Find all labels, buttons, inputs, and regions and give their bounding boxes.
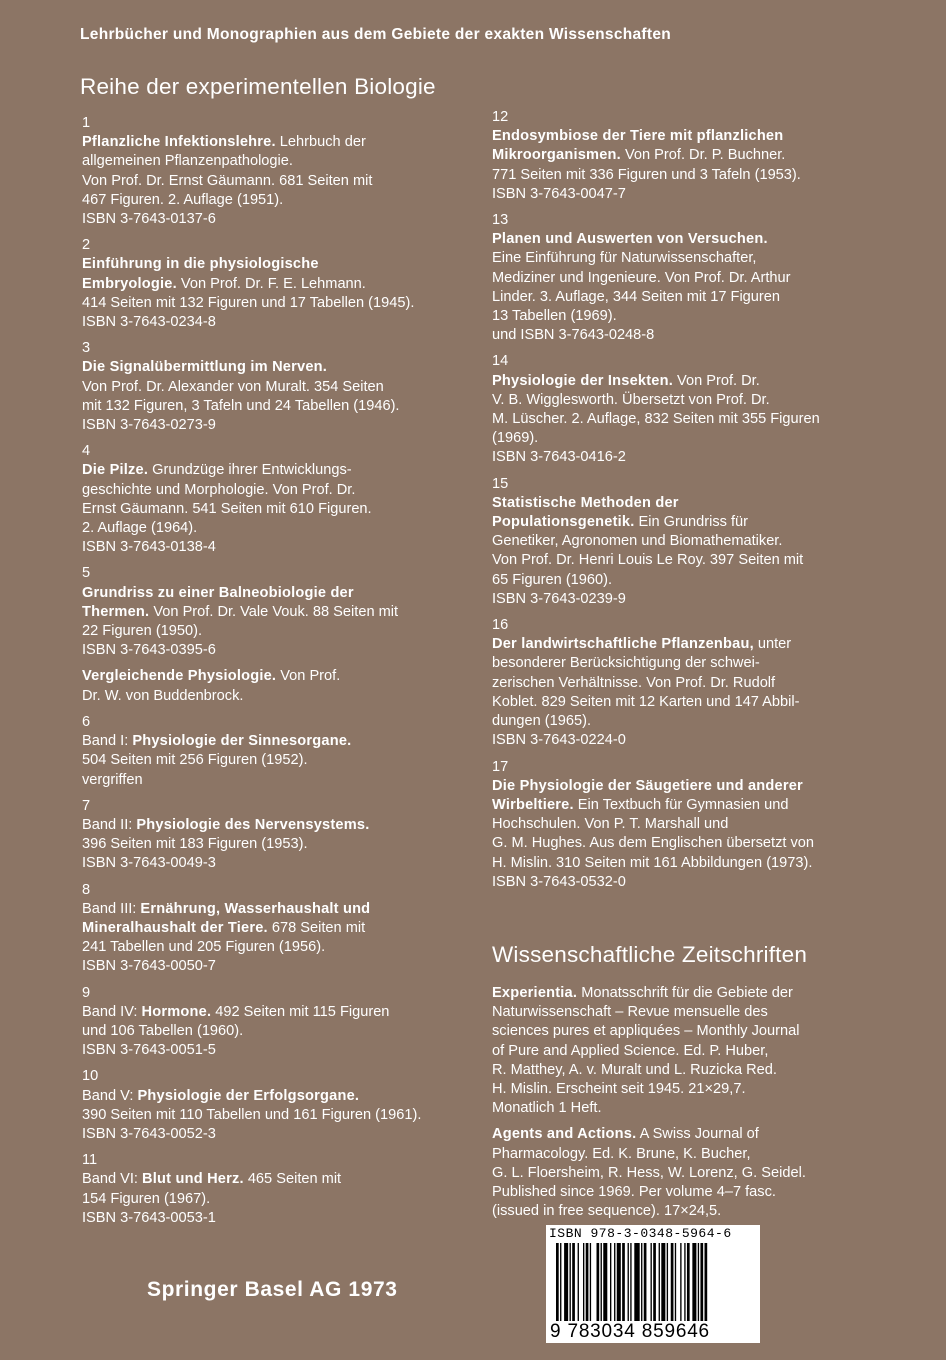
entry-line xyxy=(492,185,892,204)
barcode-bar xyxy=(560,1243,561,1321)
entry-line xyxy=(82,1087,482,1106)
entry-line xyxy=(492,815,892,834)
entry-title-text: Die Physiologie der Säugetiere und anderer xyxy=(492,777,803,794)
entry-title-text: Physiologie der Sinnesorgane. xyxy=(132,733,352,750)
publisher-imprint: Springer Basel AG 1973 xyxy=(147,1278,398,1301)
entry-text: R. Matthey, A. v. Muralt und L. Ruzicka Red. xyxy=(492,1061,777,1078)
entry-text: Monatlich 1 Heft. xyxy=(492,1100,602,1117)
entry-line xyxy=(82,584,482,603)
entry-text: Genetiker, Agronomen und Biomathematiker. xyxy=(492,533,783,550)
barcode-bar xyxy=(641,1243,642,1321)
barcode-bar xyxy=(661,1243,665,1321)
entry-line xyxy=(82,191,482,210)
entry-text: Ernst Gäumann. 541 Seiten mit 610 Figuren. xyxy=(82,500,372,517)
barcode-bar xyxy=(610,1243,611,1321)
entry-text: Dr. W. von Buddenbrock. xyxy=(82,687,244,704)
entry-line xyxy=(492,834,892,853)
book-entry xyxy=(492,211,892,345)
entry-line xyxy=(82,1106,482,1125)
barcode-bar xyxy=(630,1243,631,1321)
entry-line xyxy=(492,571,892,590)
entry-title-text: Endosymbiose der Tiere mit pflanzlichen xyxy=(492,128,784,145)
entry-title-text: Einführung in die physiologische xyxy=(82,256,319,273)
entry-line xyxy=(82,603,482,622)
entry-text: M. Lüscher. 2. Auflage, 832 Seiten mit 355 Figuren xyxy=(492,411,820,428)
entry-line xyxy=(82,1041,482,1060)
entry-title-text: Die Pilze. xyxy=(82,462,149,479)
entry-title-text: Grundriss zu einer Balneobiologie der xyxy=(82,584,354,601)
entry-line xyxy=(492,551,892,570)
entry-line xyxy=(82,275,482,294)
entry-text: ISBN 3-7643-0273-9 xyxy=(82,417,216,434)
entry-number: 1 xyxy=(82,115,91,131)
entry-text: (1969). xyxy=(492,430,539,447)
entry-line xyxy=(492,873,892,892)
entry-line xyxy=(82,358,482,377)
entry-title-text: Die Signalübermittlung im Nerven. xyxy=(82,359,328,376)
entry-text: Linder. 3. Auflage, 344 Seiten mit 17 Figuren xyxy=(492,288,781,305)
entry-line xyxy=(492,1042,892,1061)
entry-line xyxy=(82,771,482,790)
entry-text: Pharmacology. Ed. K. Brune, K. Bucher, xyxy=(492,1145,751,1162)
book-entry xyxy=(82,1067,482,1144)
barcode-bar xyxy=(556,1243,559,1321)
entry-text: ISBN 3-7643-0224-0 xyxy=(492,732,626,749)
entry-line xyxy=(82,152,482,171)
entry-text: 414 Seiten mit 132 Figuren und 17 Tabellen (1945). xyxy=(82,294,415,311)
barcode-bar xyxy=(622,1243,625,1321)
book-entry xyxy=(82,1151,482,1228)
entry-line xyxy=(492,1022,892,1041)
book-entry xyxy=(492,758,892,892)
entry-line xyxy=(82,1170,482,1189)
entry-number: 2 xyxy=(82,237,91,254)
barcode-bar xyxy=(564,1243,568,1321)
entry-title-text: Ernährung, Wasserhaushalt und xyxy=(140,900,371,917)
entry-line xyxy=(82,461,482,480)
entry-line xyxy=(492,532,892,551)
entry-text: Von Prof. xyxy=(276,668,341,685)
entry-title-text: Statistische Methoden der xyxy=(492,494,679,511)
entry-line xyxy=(492,391,892,410)
entry-text: 22 Figuren (1950). xyxy=(82,623,203,640)
journal-entry xyxy=(492,1125,892,1221)
entry-line xyxy=(492,1003,892,1022)
entry-line xyxy=(82,210,482,229)
barcode-bar xyxy=(651,1243,652,1321)
entry-line xyxy=(82,938,482,957)
barcode-bar xyxy=(684,1243,685,1321)
barcode-bar xyxy=(644,1243,647,1321)
entry-text: Von Prof. Dr. P. Buchner. xyxy=(620,147,786,164)
entry-line xyxy=(492,230,892,249)
entry-title-text: Blut und Herz. xyxy=(142,1171,244,1188)
entry-line xyxy=(82,172,482,191)
entry-line xyxy=(492,984,892,1003)
right-column xyxy=(492,108,892,899)
entry-text: 154 Figuren (1967). xyxy=(82,1190,211,1207)
entry-text: V. B. Wigglesworth. Übersetzt von Prof. Dr. xyxy=(492,391,770,408)
entry-number: 11 xyxy=(82,1152,98,1169)
book-entry xyxy=(82,984,482,1061)
entry-number: 8 xyxy=(82,881,91,898)
journal-entry xyxy=(492,984,892,1118)
entry-text: Hochschulen. Von P. T. Marshall und xyxy=(492,816,729,833)
entry-text: Band II: xyxy=(82,816,137,833)
entry-title-text: Physiologie des Nervensystems. xyxy=(136,816,370,833)
entry-text: und ISBN 3-7643-0248-8 xyxy=(492,327,655,344)
entry-title-text: Pflanzliche Infektionslehre. xyxy=(82,134,276,151)
entry-text: Von Prof. Dr. Henri Louis Le Roy. 397 Seiten mit xyxy=(492,552,804,569)
entry-text: 2. Auflage (1964). xyxy=(82,520,198,537)
barcode xyxy=(546,1225,760,1343)
entry-text: Band III: xyxy=(82,900,141,917)
barcode-bar xyxy=(597,1243,600,1321)
entry-text: 396 Seiten mit 183 Figuren (1953). xyxy=(82,836,308,853)
entry-line xyxy=(492,1183,892,1202)
barcode-bar xyxy=(583,1243,584,1321)
barcode-bar xyxy=(572,1243,575,1321)
entry-line xyxy=(82,751,482,770)
entry-line xyxy=(82,313,482,332)
entry-text: 771 Seiten mit 336 Figuren und 3 Tafeln (1953). xyxy=(492,166,801,183)
book-entry xyxy=(492,616,892,750)
entry-text: Lehrbuch der xyxy=(275,134,366,151)
entry-title-text: Thermen. xyxy=(82,603,150,620)
entry-line xyxy=(492,513,892,532)
entry-text: ISBN 3-7643-0050-7 xyxy=(82,958,216,975)
entry-title-text: Physiologie der Insekten. xyxy=(492,372,673,389)
entry-text: 13 Tabellen (1969). xyxy=(492,308,617,325)
entry-text: Eine Einführung für Naturwissenschafter, xyxy=(492,250,757,267)
barcode-bar xyxy=(617,1243,621,1321)
entry-title-text: Agents and Actions. xyxy=(492,1126,637,1143)
barcode-bar xyxy=(667,1243,668,1321)
entry-line xyxy=(82,1022,482,1041)
entry-line xyxy=(82,1003,482,1022)
entry-line xyxy=(82,500,482,519)
entry-text: sciences pures et appliquées – Monthly Journal xyxy=(492,1023,800,1040)
entry-line xyxy=(82,397,482,416)
entry-line xyxy=(492,372,892,391)
entry-title-text: Planen und Auswerten von Versuchen. xyxy=(492,231,768,248)
entry-line xyxy=(82,255,482,274)
entry-number: 5 xyxy=(82,565,91,582)
entry-text: mit 132 Figuren, 3 Tafeln und 24 Tabellen (1946). xyxy=(82,397,400,414)
barcode-bar xyxy=(687,1243,690,1321)
entry-title-text: Populationsgenetik. xyxy=(492,514,635,531)
entry-text: Von Prof. Dr. Alexander von Muralt. 354 Seiten xyxy=(82,378,384,395)
barcode-bar xyxy=(570,1243,571,1321)
entry-text: Monatsschrift für die Gebiete der xyxy=(577,985,793,1001)
entry-line xyxy=(492,1099,892,1118)
entry-title-text: Vergleichende Physiologie. xyxy=(82,668,277,685)
entry-title-text: Der landwirtschaftliche Pflanzenbau, xyxy=(492,636,754,653)
entry-text: H. Mislin. Erscheint seit 1945. 21×29,7. xyxy=(492,1081,746,1098)
entry-text: 465 Seiten mit xyxy=(243,1171,342,1188)
entry-line xyxy=(82,667,482,686)
book-entry xyxy=(82,114,482,229)
barcode-bar xyxy=(675,1243,676,1321)
barcode-bar xyxy=(603,1243,607,1321)
entry-text: Band V: xyxy=(82,1087,138,1104)
entry-line xyxy=(492,307,892,326)
entry-line xyxy=(492,1164,892,1183)
entry-text: 678 Seiten mit xyxy=(267,919,366,936)
entry-title-text: Mineralhaushalt der Tiere. xyxy=(82,919,268,936)
entry-number: 6 xyxy=(82,713,91,730)
entry-title-text: Embryologie. xyxy=(82,275,177,292)
entry-text: ISBN 3-7643-0532-0 xyxy=(492,873,626,890)
entry-text: Ein Grundriss für xyxy=(634,514,749,531)
entry-text: 390 Seiten mit 110 Tabellen und 161 Figuren (1961). xyxy=(82,1106,422,1123)
entry-text: Von Prof. Dr. xyxy=(673,372,760,389)
barcode-bar xyxy=(692,1243,696,1321)
entry-text: allgemeinen Pflanzenpathologie. xyxy=(82,153,293,170)
entry-line xyxy=(492,1080,892,1099)
entry-line xyxy=(492,494,892,513)
entry-line xyxy=(82,687,482,706)
entry-line xyxy=(82,519,482,538)
entry-text: G. M. Hughes. Aus dem Englischen übersetzt von xyxy=(492,835,815,852)
entry-line xyxy=(492,635,892,654)
entry-text: G. L. Floersheim, R. Hess, W. Lorenz, G. Seidel. xyxy=(492,1164,806,1181)
entry-line xyxy=(82,1190,482,1209)
barcode-bar xyxy=(614,1243,615,1321)
entry-title-text: Physiologie der Erfolgsorgane. xyxy=(137,1087,360,1104)
entry-number: 12 xyxy=(492,109,509,125)
barcode-bar xyxy=(601,1243,602,1321)
entry-line xyxy=(492,166,892,185)
barcode-bar xyxy=(659,1243,660,1321)
entry-line xyxy=(82,957,482,976)
entry-line xyxy=(82,641,482,660)
barcode-bar xyxy=(578,1243,579,1321)
section-title-biology: Reihe der experimentellen Biologie xyxy=(80,74,436,99)
barcode-bar xyxy=(680,1243,681,1321)
entry-text: Von Prof. Dr. F. E. Lehmann. xyxy=(176,275,366,292)
entry-text: Grundzüge ihrer Entwicklungs- xyxy=(148,462,352,479)
entry-line xyxy=(492,410,892,429)
book-entry xyxy=(82,713,482,790)
entry-line xyxy=(492,326,892,345)
barcode-bar xyxy=(653,1243,656,1321)
journals-list xyxy=(492,984,892,1228)
entry-line xyxy=(82,854,482,873)
entry-number: 9 xyxy=(82,984,91,1001)
entry-line xyxy=(492,674,892,693)
entry-text: 467 Figuren. 2. Auflage (1951). xyxy=(82,191,284,208)
entry-text: 241 Tabellen und 205 Figuren (1956). xyxy=(82,939,326,956)
entry-text: vergriffen xyxy=(82,771,143,788)
book-entry xyxy=(492,108,892,204)
barcode-bar xyxy=(700,1243,703,1321)
entry-text: ISBN 3-7643-0052-3 xyxy=(82,1125,216,1142)
barcode-bar xyxy=(634,1243,639,1321)
entry-line xyxy=(492,429,892,448)
entry-text: ISBN 3-7643-0053-1 xyxy=(82,1209,216,1226)
entry-line xyxy=(492,1145,892,1164)
book-entry xyxy=(82,564,482,660)
entry-line xyxy=(492,731,892,750)
entry-text: (issued in free sequence). 17×24,5. xyxy=(492,1203,722,1220)
entry-text: Koblet. 829 Seiten mit 12 Karten und 147 Abbil- xyxy=(492,693,800,710)
entry-text: zerischen Verhältnisse. Von Prof. Dr. Rudolf xyxy=(492,674,776,691)
entry-text: A Swiss Journal of xyxy=(636,1126,759,1143)
entry-title-text: Mikroorganismen. xyxy=(492,147,621,164)
entry-text: Von Prof. Dr. Vale Vouk. 88 Seiten mit xyxy=(149,603,399,620)
entry-line xyxy=(492,590,892,609)
book-entry xyxy=(492,475,892,609)
entry-text: Published since 1969. Per volume 4–7 fasc. xyxy=(492,1184,776,1201)
entry-line xyxy=(82,481,482,500)
barcode-bar xyxy=(628,1243,629,1321)
entry-text: besonderer Berücksichtigung der schwei- xyxy=(492,655,760,672)
entry-title-text: Hormone. xyxy=(141,1003,212,1020)
barcode-digits: 9 783034 859646 xyxy=(550,1321,710,1342)
entry-line xyxy=(492,854,892,873)
entry-line xyxy=(492,796,892,815)
entry-line xyxy=(492,146,892,165)
entry-line xyxy=(82,416,482,435)
entry-text: Band VI: xyxy=(82,1171,143,1188)
entry-text: ISBN 3-7643-0047-7 xyxy=(492,185,626,202)
entry-line xyxy=(492,777,892,796)
entry-number: 17 xyxy=(492,758,509,775)
entry-text: 65 Figuren (1960). xyxy=(492,571,613,588)
entry-line xyxy=(492,654,892,673)
entry-line xyxy=(492,693,892,712)
book-entry xyxy=(82,339,482,435)
entry-line xyxy=(82,835,482,854)
entry-line xyxy=(82,378,482,397)
left-column xyxy=(82,114,482,1235)
book-entry xyxy=(82,667,482,705)
entry-line xyxy=(82,1125,482,1144)
book-entry xyxy=(492,352,892,467)
entry-line xyxy=(82,900,482,919)
entry-line xyxy=(82,732,482,751)
barcode-bar xyxy=(586,1243,589,1321)
entry-title-text: Experientia. xyxy=(492,985,578,1001)
entry-text: ISBN 3-7643-0416-2 xyxy=(492,449,626,466)
barcode-bar xyxy=(698,1243,699,1321)
series-header: Lehrbücher und Monographien aus dem Gebiete der exakten Wissenschaften xyxy=(80,26,672,43)
book-entry xyxy=(82,236,482,332)
entry-text: Band IV: xyxy=(82,1003,142,1020)
entry-line xyxy=(82,1209,482,1228)
book-entry xyxy=(82,881,482,977)
entry-text: Mediziner und Ingenieure. Von Prof. Dr. Arthur xyxy=(492,269,791,286)
entry-text: Band I: xyxy=(82,733,133,750)
entry-number: 10 xyxy=(82,1068,99,1085)
entry-text: ISBN 3-7643-0138-4 xyxy=(82,539,216,556)
entry-text: H. Mislin. 310 Seiten mit 161 Abbildungen (1973). xyxy=(492,854,813,871)
entry-line xyxy=(492,249,892,268)
entry-text: 492 Seiten mit 115 Figuren xyxy=(211,1003,390,1020)
entry-text: Von Prof. Dr. Ernst Gäumann. 681 Seiten mit xyxy=(82,172,373,189)
entry-title-text: Wirbeltiere. xyxy=(492,796,574,813)
entry-number: 7 xyxy=(82,797,91,814)
entry-text: ISBN 3-7643-0049-3 xyxy=(82,855,216,872)
entry-line xyxy=(492,269,892,288)
entry-text: ISBN 3-7643-0234-8 xyxy=(82,314,216,331)
entry-line xyxy=(82,919,482,938)
entry-text: Naturwissenschaft – Revue mensuelle des xyxy=(492,1004,768,1021)
entry-line xyxy=(492,1202,892,1221)
entry-line xyxy=(492,448,892,467)
entry-number: 16 xyxy=(492,617,509,634)
section-title-journals: Wissenschaftliche Zeitschriften xyxy=(492,942,808,967)
entry-text: ISBN 3-7643-0239-9 xyxy=(492,590,626,607)
barcode-bar xyxy=(671,1243,674,1321)
entry-line xyxy=(82,538,482,557)
entry-number: 14 xyxy=(492,353,509,370)
entry-number: 4 xyxy=(82,443,91,460)
entry-line xyxy=(492,1125,892,1144)
book-entry xyxy=(82,442,482,557)
entry-line xyxy=(82,622,482,641)
entry-text: geschichte und Morphologie. Von Prof. Dr. xyxy=(82,481,356,498)
barcode-bar xyxy=(705,1243,708,1321)
entry-text: 504 Seiten mit 256 Figuren (1952). xyxy=(82,752,308,769)
entry-line xyxy=(82,133,482,152)
entry-text: dungen (1965). xyxy=(492,713,591,730)
entry-number: 13 xyxy=(492,212,509,229)
barcode-bar xyxy=(590,1243,591,1321)
entry-number: 15 xyxy=(492,475,509,492)
entry-text: und 106 Tabellen (1960). xyxy=(82,1022,244,1039)
entry-text: Ein Textbuch für Gymnasien und xyxy=(573,796,789,813)
entry-text: ISBN 3-7643-0137-6 xyxy=(82,211,216,228)
entry-text: unter xyxy=(753,636,792,653)
barcode-isbn-label: ISBN 978-3-0348-5964-6 xyxy=(549,1226,732,1241)
entry-text: of Pure and Applied Science. Ed. P. Huber, xyxy=(492,1042,769,1059)
entry-text: ISBN 3-7643-0051-5 xyxy=(82,1042,216,1059)
entry-line xyxy=(82,816,482,835)
entry-text: ISBN 3-7643-0395-6 xyxy=(82,642,216,659)
entry-line xyxy=(492,1061,892,1080)
barcode-bars xyxy=(550,1243,756,1321)
book-entry xyxy=(82,797,482,874)
entry-line xyxy=(82,294,482,313)
entry-line xyxy=(492,127,892,146)
entry-line xyxy=(492,288,892,307)
entry-number: 3 xyxy=(82,340,91,357)
entry-line xyxy=(492,712,892,731)
